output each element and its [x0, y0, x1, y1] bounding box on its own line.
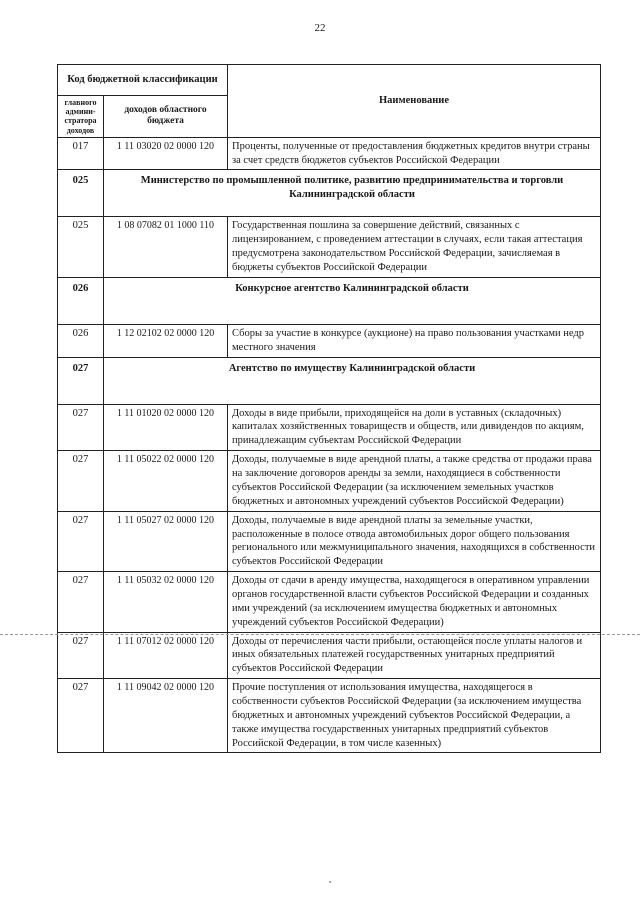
scan-artifact-line	[0, 634, 640, 635]
income-code: 1 11 05032 02 0000 120	[104, 572, 228, 632]
scan-artifact-dot	[329, 881, 331, 883]
income-code: 1 11 05022 02 0000 120	[104, 451, 228, 511]
header-income: доходов областного бюджета	[104, 96, 228, 138]
admin-code: 027	[58, 632, 104, 679]
section-title: Агентство по имуществу Калининградской области	[104, 357, 601, 404]
header-code-group: Код бюджетной классификации	[58, 65, 228, 96]
table-row	[58, 511, 601, 571]
admin-code: 017	[58, 137, 104, 170]
income-code: 1 11 05027 02 0000 120	[104, 511, 228, 571]
table-row	[58, 572, 601, 632]
table-body	[58, 137, 601, 753]
section-title: Министерство по промышленной политике, развитию предпринимательства и торговли Калининградской области	[104, 170, 601, 217]
header-admin: главного админи-стратора доходов	[58, 96, 104, 138]
income-name: Доходы в виде прибыли, приходящейся на доли в уставных (складочных) капиталах хозяйственных товариществ и обществ, или дивидендов по акциям, принадлежащим субъектам Российской Федерации	[228, 404, 601, 451]
admin-code: 027	[58, 572, 104, 632]
table-row	[58, 451, 601, 511]
income-name: Прочие поступления от использования имущества, находящегося в собственности субъектов Российской Федерации (за исключением имущества бюджетных и автономных учреждений субъектов Российской Федерации, а также имущества государственных унитарных предприятий субъектов Российской Федерации, в том числе казенных)	[228, 679, 601, 753]
income-code: 1 11 03020 02 0000 120	[104, 137, 228, 170]
admin-code: 027	[58, 451, 104, 511]
section-admin-code: 025	[58, 170, 104, 217]
table-row	[58, 679, 601, 753]
table-row	[58, 404, 601, 451]
section-row	[58, 170, 601, 217]
table-row	[58, 632, 601, 679]
income-code: 1 11 09042 02 0000 120	[104, 679, 228, 753]
table-row	[58, 137, 601, 170]
income-name: Сборы за участие в конкурсе (аукционе) на право пользования участками недр местного значения	[228, 324, 601, 357]
income-name: Проценты, полученные от предоставления бюджетных кредитов внутри страны за счет средств бюджетов субъектов Российской Федерации	[228, 137, 601, 170]
section-title: Конкурсное агентство Калининградской области	[104, 277, 601, 324]
table-row	[58, 217, 601, 277]
admin-code: 026	[58, 324, 104, 357]
admin-code: 027	[58, 511, 104, 571]
income-name: Доходы от перечисления части прибыли, остающейся после уплаты налогов и иных обязательных платежей государственных унитарных предприятий субъектов Российской Федерации	[228, 632, 601, 679]
admin-code: 027	[58, 404, 104, 451]
table-header	[58, 65, 601, 138]
income-code: 1 08 07082 01 1000 110	[104, 217, 228, 277]
section-row	[58, 277, 601, 324]
income-code: 1 11 07012 02 0000 120	[104, 632, 228, 679]
section-admin-code: 027	[58, 357, 104, 404]
page-number: 22	[314, 22, 326, 34]
income-code: 1 11 01020 02 0000 120	[104, 404, 228, 451]
table-row	[58, 324, 601, 357]
section-admin-code: 026	[58, 277, 104, 324]
budget-classification-table	[57, 64, 601, 753]
income-name: Доходы, получаемые в виде арендной платы за земельные участки, расположенные в полосе отвода автомобильных дорог общего пользования регионального или межмуниципального значения, находящихся в собственности субъектов Российской Федерации	[228, 511, 601, 571]
admin-code: 025	[58, 217, 104, 277]
section-row	[58, 357, 601, 404]
admin-code: 027	[58, 679, 104, 753]
header-name: Наименование	[228, 65, 601, 138]
income-name: Государственная пошлина за совершение действий, связанных с лицензированием, с проведением аттестации в случаях, если такая аттестация предусмотрена законодательством Российской Федерации, зачисляемая в бюджеты субъектов Российской Федерации	[228, 217, 601, 277]
income-code: 1 12 02102 02 0000 120	[104, 324, 228, 357]
income-name: Доходы от сдачи в аренду имущества, находящегося в оперативном управлении органов государственной власти субъектов Российской Федерации и созданных ими учреждений (за исключением имущества бюджетных и автономных учреждений субъектов Российской Федерации)	[228, 572, 601, 632]
income-name: Доходы, получаемые в виде арендной платы, а также средства от продажи права на заключение договоров аренды за земли, находящиеся в собственности субъектов Российской Федерации (за исключением земельных участков бюджетных и автономных учреждений субъектов Российской Федерации)	[228, 451, 601, 511]
